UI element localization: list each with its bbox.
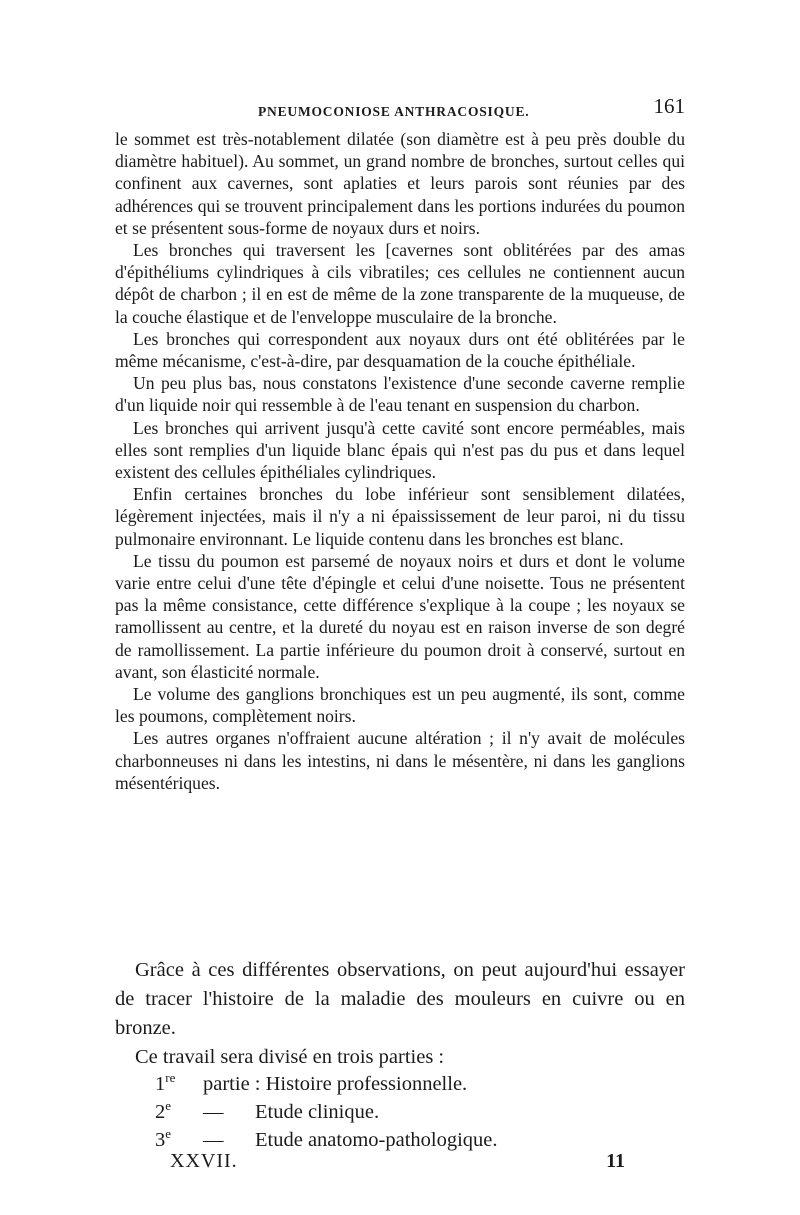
part-label: partie : bbox=[203, 1073, 261, 1095]
paragraph: le sommet est très-notablement dilatée (son diamètre est à peu près double du diamètre habituel). Au sommet, un grand nombre de bronches, surtout celles qui confinent aux cavernes, sont aplaties et leurs parois sont réunies par des adhérences qui se trouvent principalement dans les portions indurées du poumon et se présentent sous-forme de noyaux durs et noirs. bbox=[115, 129, 685, 238]
sheet-number: 11 bbox=[606, 1150, 625, 1172]
part-title: Histoire professionnelle. bbox=[265, 1073, 468, 1095]
conclusion-text bbox=[115, 956, 685, 1072]
paragraph: Les autres organes n'offraient aucune altération ; il n'y avait de molécules charbonneuses ni dans les intestins, ni dans le mésentère, ni dans les ganglions mésentériques. bbox=[115, 728, 685, 793]
part-number: 3e bbox=[155, 1126, 172, 1151]
paragraph: Le volume des ganglions bronchiques est un peu augmenté, ils sont, comme les poumons, complètement noirs. bbox=[115, 684, 685, 727]
part-dash: — bbox=[203, 1129, 224, 1151]
paragraph: Le tissu du poumon est parsemé de noyaux noirs et durs et dont le volume varie entre celui d'une tête d'épingle et celui d'une noisette. Tous ne présentent pas la même consistance, cette différence s'explique à la coupe ; les noyaux se ramollissent au centre, et la dureté du noyau est en raison inverse de son degré de ramollissement. La partie inférieure du poumon droit à conservé, surtout en avant, son élasticité normale. bbox=[115, 550, 685, 682]
page-number: 161 bbox=[653, 94, 685, 118]
paragraph: Enfin certaines bronches du lobe inférieur sont sensiblement dilatées, légèrement injectées, mais il n'y a ni épaississement de leur paroi, ni du tissu pulmonaire environnant. Le liquide contenu dans les bronches est blanc. bbox=[115, 484, 685, 549]
page-header bbox=[115, 94, 685, 124]
part-dash: — bbox=[203, 1101, 224, 1123]
conclusion-paragraph: Grâce à ces différentes observations, on peut aujourd'hui essayer de tracer l'histoire de la maladie des mouleurs en cuivre ou en bronze. bbox=[115, 959, 685, 1039]
running-title: PNEUMOCONIOSE ANTHRACOSIQUE. bbox=[258, 104, 530, 119]
part-title: Etude anatomo-pathologique. bbox=[255, 1129, 498, 1151]
part-number: 1re bbox=[155, 1070, 176, 1095]
part-row bbox=[155, 1070, 498, 1098]
paragraph: Les bronches qui traversent les [cavernes sont oblitérées par des amas d'épithéliums cylindriques à cils vibratiles; ces cellules ne contiennent aucun dépôt de charbon ; il en est de même de la zone transparente de la muqueuse, de la couche élastique et de l'enveloppe musculaire de la bronche. bbox=[115, 240, 685, 327]
conclusion-paragraph: Ce travail sera divisé en trois parties : bbox=[135, 1046, 445, 1068]
parts-list bbox=[155, 1070, 498, 1154]
signature-mark: XXVII. bbox=[170, 1150, 238, 1172]
part-title: Etude clinique. bbox=[255, 1101, 380, 1123]
part-row bbox=[155, 1098, 498, 1126]
paragraph: Les bronches qui correspondent aux noyaux durs ont été oblitérées par le même mécanisme, c'est-à-dire, par desquamation de la couche épithéliale. bbox=[115, 328, 685, 372]
page-footer bbox=[115, 1150, 625, 1180]
paragraph: Un peu plus bas, nous constatons l'existence d'une seconde caverne remplie d'un liquide noir qui ressemble à de l'eau tenant en suspension du charbon. bbox=[115, 373, 685, 416]
paragraph: Les bronches qui arrivent jusqu'à cette cavité sont encore perméables, mais elles sont remplies d'un liquide blanc épais qui n'est pas du pus et dans lequel existent des cellules épithéliales cylindriques. bbox=[115, 417, 685, 483]
body-text bbox=[115, 128, 685, 794]
part-number: 2e bbox=[155, 1098, 172, 1123]
